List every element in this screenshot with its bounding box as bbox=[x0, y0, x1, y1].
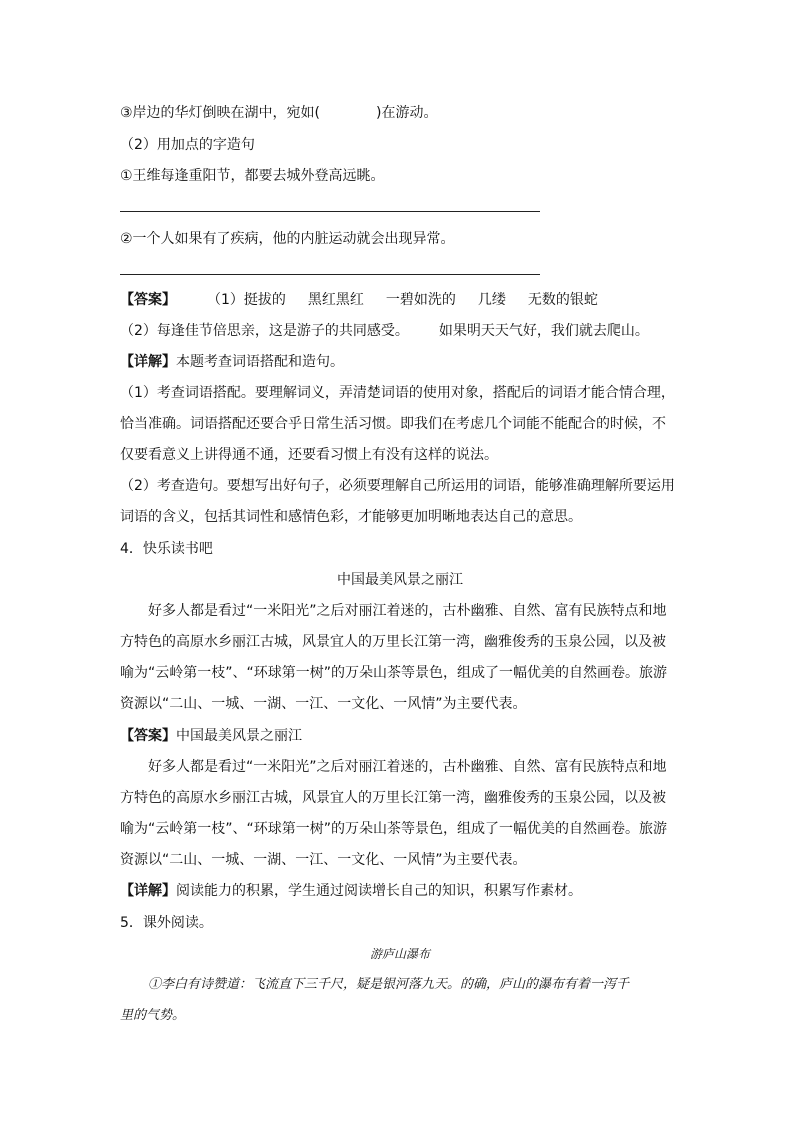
answer-blank-line-1 bbox=[120, 211, 540, 212]
detail-tag: 【详解】 bbox=[120, 883, 176, 899]
exercise-heading-2: （2）用加点的字造句 bbox=[120, 137, 255, 153]
passage-title: 中国最美风景之丽江 bbox=[337, 572, 463, 588]
passage-line: 方特色的高原水乡丽江古城，风景宜人的万里长江第一湾，幽雅俊秀的玉泉公园，以及被 bbox=[120, 634, 666, 650]
detail-paragraph-line: （1）考查词语搭配。要理解词义，弄清楚词语的使用对象，搭配后的词语才能合情合理， bbox=[120, 385, 675, 401]
answer-item: 无数的银蛇 bbox=[527, 292, 598, 308]
answer-sentence: （2）每逢佳节倍思亲，这是游子的共同感受。 bbox=[120, 323, 409, 339]
answer-tag: 【答案】 bbox=[120, 728, 176, 744]
passage-line: 资源以“二山、一城、一湖、一江、一文化、一风情”为主要代表。 bbox=[120, 696, 527, 712]
detail-paragraph-line: 仅要看意义上讲得通不通，还要看习惯上有没有这样的说法。 bbox=[120, 447, 498, 463]
detail-4-line bbox=[120, 881, 680, 901]
answer-4-title-line bbox=[120, 726, 680, 746]
exercise-sentence-1: ①王维每逢重阳节，都要去城外登高远眺。 bbox=[120, 168, 385, 184]
detail-tag: 【详解】 bbox=[120, 354, 176, 370]
answer-item: 几缕 bbox=[477, 292, 506, 308]
question-5-heading: 5．课外阅读。 bbox=[120, 915, 213, 931]
answer-tag: 【答案】 bbox=[120, 292, 176, 308]
answer-1-line-2 bbox=[120, 321, 680, 341]
question-4-heading: 4．快乐读书吧 bbox=[120, 541, 213, 557]
exercise-line-3: ③岸边的华灯倒映在湖中，宛如( )在游动。 bbox=[120, 105, 438, 121]
answer-passage-line: 方特色的高原水乡丽江古城，风景宜人的万里长江第一湾，幽雅俊秀的玉泉公园，以及被 bbox=[120, 790, 666, 806]
passage-line: 好多人都是看过“一米阳光”之后对丽江着迷的，古朴幽雅、自然、富有民族特点和地 bbox=[148, 603, 667, 619]
detail-1-intro bbox=[120, 352, 680, 372]
answer-item: 一碧如洗的 bbox=[385, 292, 456, 308]
detail-paragraph-line: 词语的含义，包括其词性和感情色彩，才能够更加明晰地表达自己的意思。 bbox=[120, 509, 582, 525]
answer-blank-line-2 bbox=[120, 274, 540, 275]
answer-passage-line: 资源以“二山、一城、一湖、一江、一文化、一风情”为主要代表。 bbox=[120, 852, 527, 868]
answer-1-line bbox=[120, 290, 680, 310]
detail-text: 本题考查词语搭配和造句。 bbox=[176, 354, 344, 370]
detail-text: 阅读能力的积累，学生通过阅读增长自己的知识，积累写作素材。 bbox=[176, 883, 582, 899]
answer-passage-line: 好多人都是看过“一米阳光”之后对丽江着迷的，古朴幽雅、自然、富有民族特点和地 bbox=[148, 759, 667, 775]
answer-passage-line: 喻为“云岭第一枝”、“环球第一树”的万朵山茶等景色，组成了一幅优美的自然画卷。旅游 bbox=[120, 821, 668, 837]
passage-line: 喻为“云岭第一枝”、“环球第一树”的万朵山茶等景色，组成了一幅优美的自然画卷。旅游 bbox=[120, 665, 668, 681]
reading-line: ①李白有诗赞道：飞流直下三千尺，疑是银河落九天。的确，庐山的瀑布有着一泻千 bbox=[148, 977, 630, 992]
answer-item: （1）挺拔的 bbox=[214, 292, 286, 308]
reading-line: 里的气势。 bbox=[120, 1008, 186, 1023]
exercise-sentence-2: ②一个人如果有了疾病，他的内脏运动就会出现异常。 bbox=[120, 231, 455, 247]
detail-paragraph-line: 恰当准确。词语搭配还要合乎日常生活习惯。即我们在考虑几个词能不能配合的时候，不 bbox=[120, 416, 666, 432]
reading-title: 游庐山瀑布 bbox=[369, 947, 430, 961]
answer-item: 黑红黑红 bbox=[307, 292, 364, 308]
answer-sentence: 如果明天天气好，我们就去爬山。 bbox=[438, 323, 649, 339]
detail-paragraph-line: （2）考查造句。要想写出好句子，必须要理解自己所运用的词语，能够准确理解所要运用 bbox=[120, 478, 675, 494]
answer-title: 中国最美风景之丽江 bbox=[176, 728, 302, 744]
